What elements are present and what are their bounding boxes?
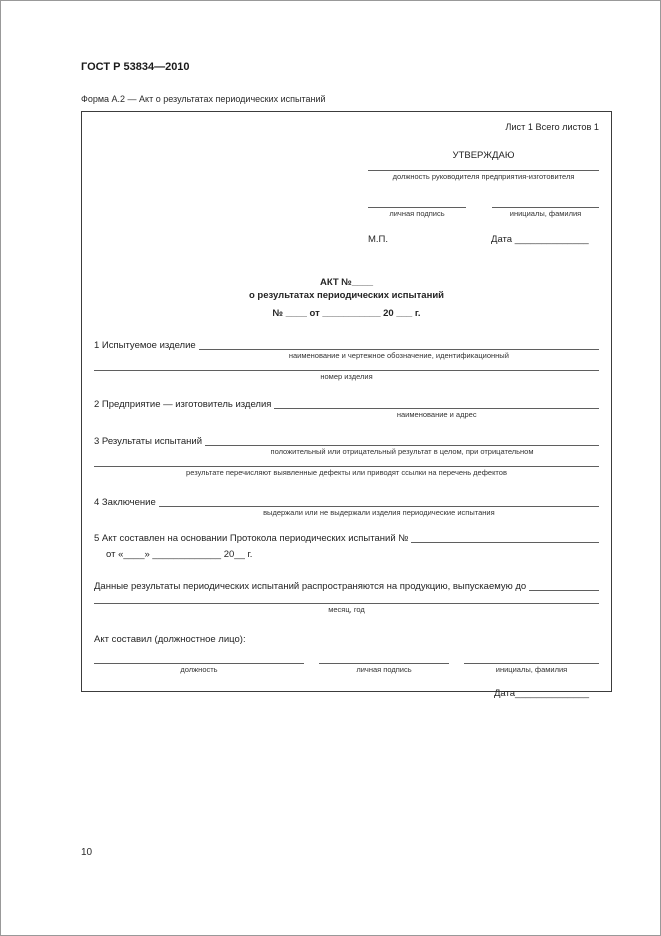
approval-signature-row	[368, 198, 599, 218]
approval-block	[368, 149, 599, 246]
item1-fill-line	[199, 339, 599, 350]
item-manufacturer	[94, 398, 599, 419]
item5-fill-line	[411, 532, 599, 543]
composed-initials-caption: инициалы, фамилия	[495, 665, 568, 674]
item-test-results	[94, 435, 599, 477]
composed-signature-row	[94, 654, 599, 674]
composed-date: Дата______________	[494, 688, 590, 699]
item3-fill-line	[205, 435, 599, 446]
composed-initials-line	[464, 654, 599, 664]
approval-signature-field	[368, 198, 466, 218]
item1-caption1: наименование и чертежное обозначение, идентификационный	[288, 351, 509, 360]
item-tested-product	[94, 339, 599, 381]
item3-continuation-line	[94, 459, 599, 467]
position-caption: должность руководителя предприятия-изготовителя	[392, 172, 575, 181]
item4-label: 4 Заключение	[94, 497, 156, 508]
composed-label: Акт составил (должностное лицо):	[94, 634, 246, 645]
item2-fill-line	[274, 398, 599, 409]
composed-position-line	[94, 654, 304, 664]
page-number: 10	[81, 847, 93, 858]
distribution-text: Данные результаты периодических испытаний распространяются на продукцию, выпускаемую до	[94, 581, 527, 592]
act-title-block	[94, 276, 599, 320]
composed-position-field	[94, 654, 304, 674]
act-subtitle: о результатах периодических испытаний	[248, 290, 445, 301]
composed-signature-line	[319, 654, 449, 664]
position-fill-line	[368, 162, 599, 171]
item4-fill-line	[159, 496, 599, 507]
distribution-fill-line	[529, 580, 599, 591]
composed-by-block	[94, 633, 599, 700]
composed-signature-field	[319, 654, 449, 674]
act-date-line: № ____ от ___________ 20 ___ г.	[272, 308, 421, 319]
item3-caption1: положительный или отрицательный результат в целом, при отрицательном	[270, 447, 534, 456]
item3-label: 3 Результаты испытаний	[94, 436, 203, 447]
initials-caption: инициалы, фамилия	[509, 209, 582, 218]
stamp-date-row	[368, 233, 599, 246]
composed-position-caption: должность	[180, 665, 218, 674]
signature-caption: личная подпись	[389, 209, 445, 218]
approval-position-field	[368, 162, 599, 181]
approval-date: Дата ______________	[491, 234, 589, 245]
approve-title: УТВЕРЖДАЮ	[452, 150, 515, 161]
approval-initials-field	[492, 198, 599, 218]
item3-caption2: результате перечисляют выявленные дефекты или приводят ссылки на перечень дефектов	[186, 468, 507, 477]
item2-caption: наименование и адрес	[396, 410, 477, 419]
distribution-statement	[94, 580, 599, 614]
distribution-caption: месяц, год	[328, 605, 365, 614]
form-caption: Форма А.2 — Акт о результатах периодических испытаний	[81, 94, 326, 104]
sheet-info: Лист 1 Всего листов 1	[505, 122, 599, 132]
item2-label: 2 Предприятие — изготовитель изделия	[94, 399, 272, 410]
initials-fill-line	[492, 198, 599, 208]
composed-initials-field	[464, 654, 599, 674]
standard-number: ГОСТ Р 53834—2010	[81, 61, 190, 73]
item1-continuation-line	[94, 363, 599, 371]
item-protocol-basis	[94, 532, 599, 561]
stamp-placeholder: М.П.	[368, 234, 389, 245]
item5-date-line: от «____» _____________ 20__ г.	[106, 549, 253, 560]
act-form	[81, 111, 612, 699]
item1-label: 1 Испытуемое изделие	[94, 340, 196, 351]
item-conclusion	[94, 496, 599, 517]
composed-signature-caption: личная подпись	[356, 665, 412, 674]
signature-fill-line	[368, 198, 466, 208]
act-number-line: АКТ №____	[319, 277, 374, 288]
item1-caption2: номер изделия	[320, 372, 373, 381]
distribution-continuation-line	[94, 596, 599, 604]
item5-label: 5 Акт составлен на основании Протокола периодических испытаний №	[94, 533, 409, 544]
item4-caption: выдержали или не выдержали изделия периодические испытания	[263, 508, 495, 517]
